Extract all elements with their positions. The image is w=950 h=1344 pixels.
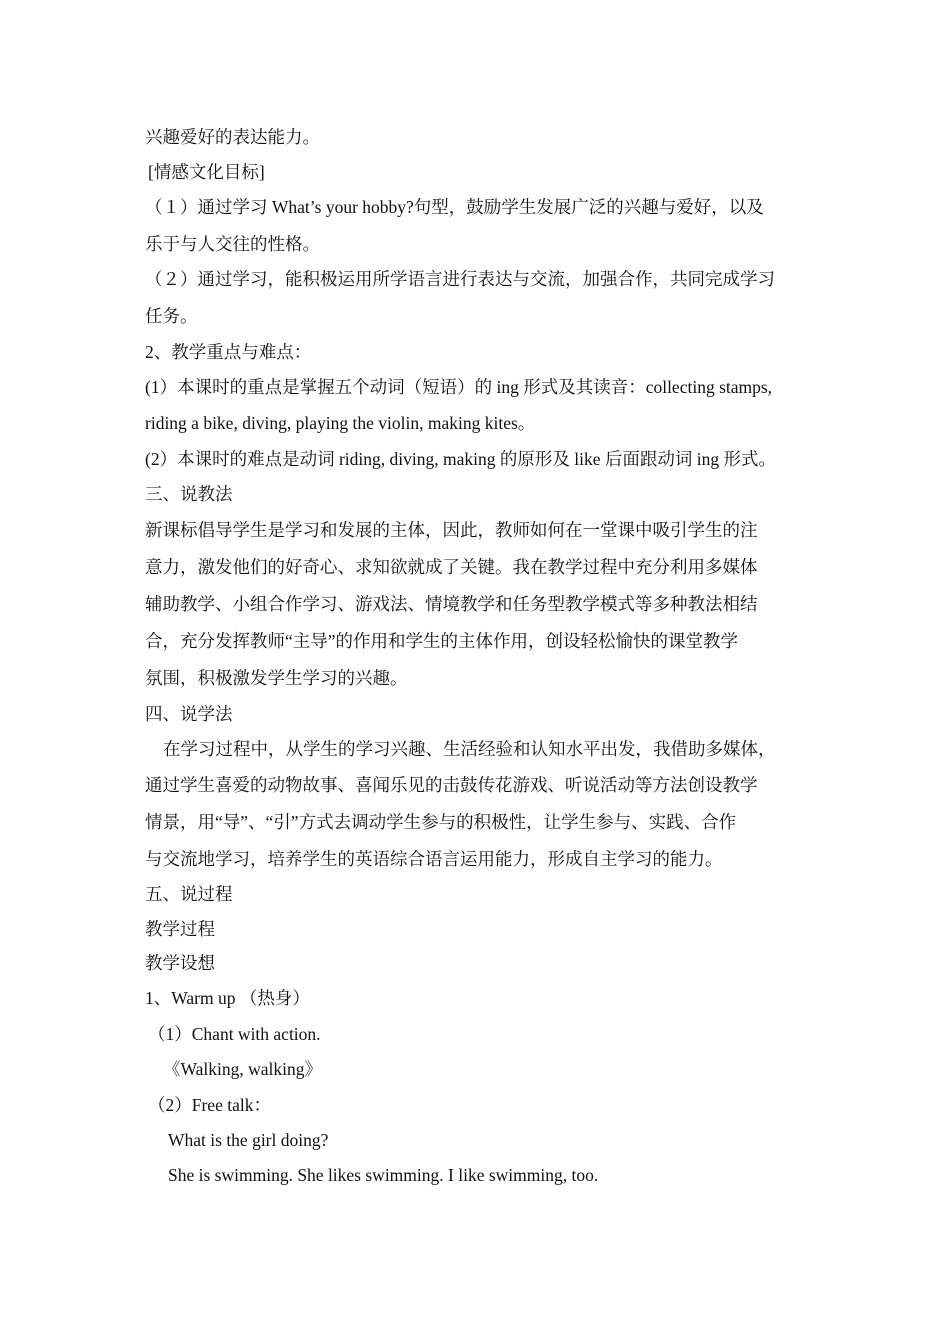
paragraph-line: 合，充分发挥教师“主导”的作用和学生的主体作用，创设轻松愉快的课堂教学 <box>145 631 739 651</box>
subheading: 教学设想 <box>145 953 215 973</box>
paragraph-line: 辅助教学、小组合作学习、游戏法、情境教学和任务型教学模式等多种教法相结 <box>145 594 758 614</box>
section-heading: 2、教学重点与难点： <box>145 342 312 362</box>
paragraph-line: 乐于与人交往的性格。 <box>145 234 320 254</box>
chant-title: 《Walking, walking》 <box>163 1059 322 1079</box>
paragraph-line: （２）通过学习，能积极运用所学语言进行表达与交流，加强合作，共同完成学习 <box>145 269 775 289</box>
paragraph-line: 兴趣爱好的表达能力。 <box>145 127 320 147</box>
section-heading: 三、说教法 <box>145 484 233 504</box>
paragraph-line: 通过学生喜爱的动物故事、喜闻乐见的击鼓传花游戏、听说活动等方法创设教学 <box>145 775 758 795</box>
paragraph-line: 新课标倡导学生是学习和发展的主体，因此，教师如何在一堂课中吸引学生的注 <box>145 520 758 540</box>
paragraph-line: 氛围，积极激发学生学习的兴趣。 <box>145 668 408 688</box>
paragraph-line: 任务。 <box>145 306 198 326</box>
paragraph-line: (2）本课时的难点是动词 riding, diving, making 的原形及 like 后面跟动词 ing 形式。 <box>145 449 776 469</box>
paragraph-line: （１）通过学习 What’s your hobby?句型，鼓励学生发展广泛的兴趣与爱好，以及 <box>145 197 764 217</box>
step-heading: 1、Warm up （热身） <box>145 988 310 1008</box>
step-item: （2）Free talk： <box>148 1095 271 1115</box>
paragraph-line: 意力，激发他们的好奇心、求知欲就成了关键。我在教学过程中充分利用多媒体 <box>145 557 758 577</box>
paragraph-line: (1）本课时的重点是掌握五个动词（短语）的 ing 形式及其读音：collecting stamps, <box>145 377 773 397</box>
dialogue-line: What is the girl doing? <box>168 1130 329 1150</box>
section-heading: 四、说学法 <box>145 704 233 724</box>
dialogue-line: She is swimming. She likes swimming. I like swimming, too. <box>168 1165 599 1185</box>
paragraph-line: 在学习过程中，从学生的学习兴趣、生活经验和认知水平出发，我借助多媒体， <box>163 739 776 759</box>
step-item: （1）Chant with action. <box>148 1024 321 1044</box>
paragraph-line: 与交流地学习，培养学生的英语综合语言运用能力，形成自主学习的能力。 <box>145 849 723 869</box>
paragraph-line: riding a bike, diving, playing the violin, making kites。 <box>145 413 536 433</box>
section-heading: [情感文化目标] <box>148 162 265 182</box>
section-heading: 五、说过程 <box>145 884 233 904</box>
subheading: 教学过程 <box>145 919 215 939</box>
paragraph-line: 情景，用“导”、“引”方式去调动学生参与的积极性，让学生参与、实践、合作 <box>145 812 737 832</box>
